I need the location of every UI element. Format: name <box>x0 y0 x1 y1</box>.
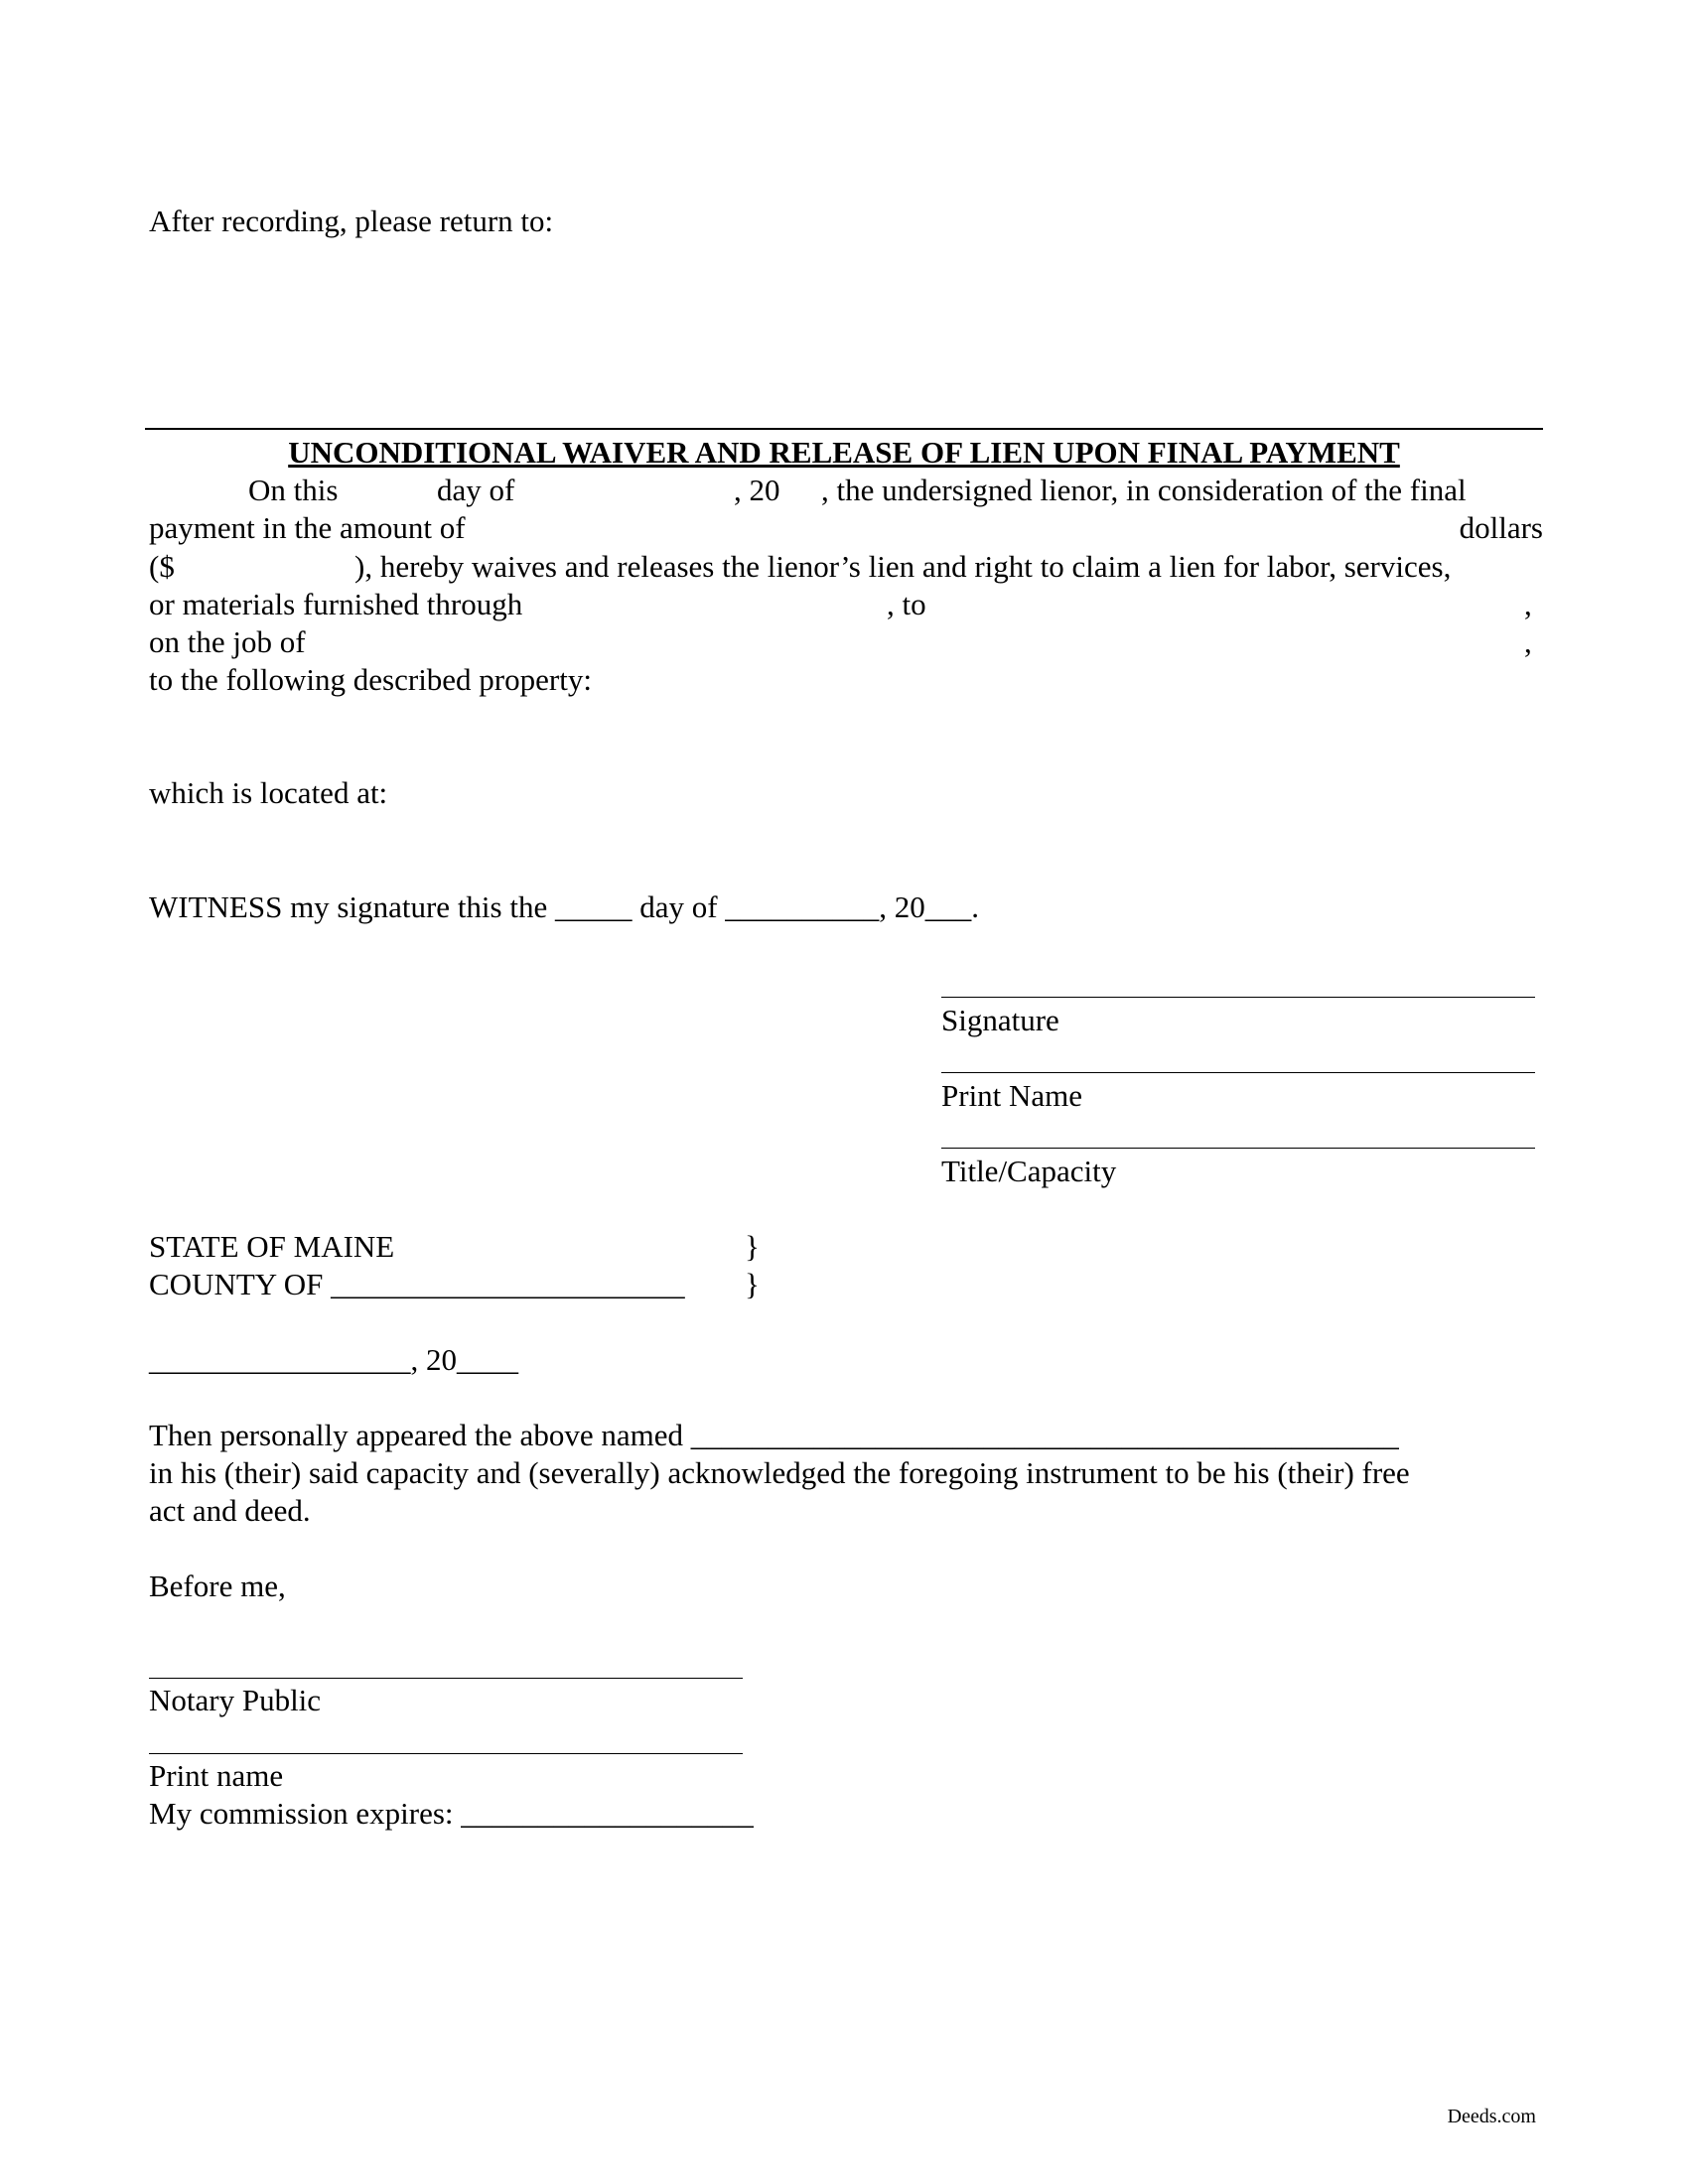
signature-line <box>941 997 1535 998</box>
print-name-label: Print Name <box>941 1078 1083 1113</box>
notary-public-label: Notary Public <box>149 1683 322 1717</box>
dollars-label: dollars <box>1459 510 1543 545</box>
waiver-text: ), hereby waives and releases the lienor’s lien and right to claim a lien for labor, services, <box>354 549 1452 584</box>
county-label: COUNTY OF _______________________ <box>149 1267 685 1301</box>
signature-label: Signature <box>941 1003 1059 1037</box>
notary-print-name-line <box>149 1753 743 1754</box>
venue-brace: } <box>745 1229 760 1264</box>
amount-open-paren: ($ <box>149 549 175 584</box>
consideration-text: , the undersigned lienor, in consideration of the final <box>821 473 1467 507</box>
venue-brace: } <box>745 1267 760 1301</box>
comma-mark: , <box>1524 624 1532 659</box>
appeared-line: Then personally appeared the above named ______________________________________________ <box>149 1418 1399 1452</box>
location-label: which is located at: <box>149 775 388 810</box>
document-title: UNCONDITIONAL WAIVER AND RELEASE OF LIEN UPON FINAL PAYMENT <box>288 435 1400 470</box>
notary-signature-line <box>149 1678 743 1679</box>
comma-mark: , <box>1524 587 1532 621</box>
on-this-label: On this <box>248 473 339 507</box>
property-label: to the following described property: <box>149 662 592 697</box>
title-rule <box>145 428 1543 430</box>
title-capacity-label: Title/Capacity <box>941 1154 1117 1188</box>
act-deed-line: act and deed. <box>149 1493 311 1528</box>
day-of-label: day of <box>437 473 515 507</box>
commission-expires-line: My commission expires: ___________________ <box>149 1796 754 1831</box>
before-me-label: Before me, <box>149 1569 286 1603</box>
notary-date-line: _________________, 20____ <box>149 1342 518 1377</box>
footer-brand: Deeds.com <box>1447 2106 1536 2127</box>
payment-label: payment in the amount of <box>149 510 466 545</box>
year-label: , 20 <box>734 473 780 507</box>
print-name-line <box>941 1072 1535 1073</box>
capacity-line: in his (their) said capacity and (severally) acknowledged the foregoing instrument to be his (their) free <box>149 1455 1410 1490</box>
state-label: STATE OF MAINE <box>149 1229 395 1264</box>
job-label: on the job of <box>149 624 306 659</box>
title-capacity-line <box>941 1148 1535 1149</box>
witness-line: WITNESS my signature this the _____ day of __________, 20___. <box>149 889 980 924</box>
notary-print-name-label: Print name <box>149 1758 284 1793</box>
to-label: , to <box>887 587 926 621</box>
return-to-label: After recording, please return to: <box>149 204 554 238</box>
materials-label: or materials furnished through <box>149 587 523 621</box>
